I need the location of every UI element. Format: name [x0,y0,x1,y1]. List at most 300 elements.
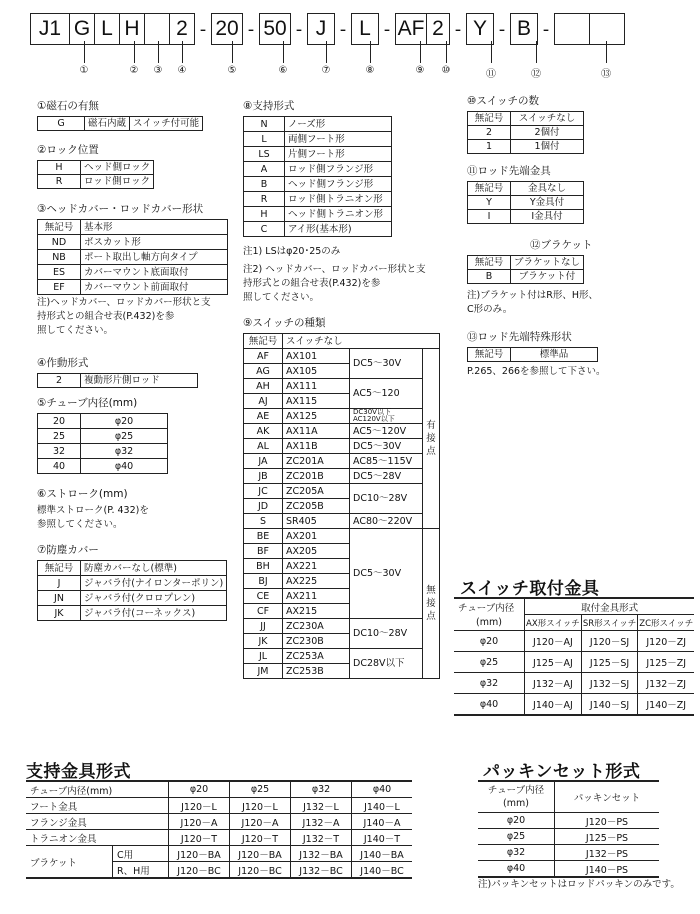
table-cell: ノーズ形 [285,117,392,132]
code-box: J [315,17,327,40]
table-cell: AX221 [283,559,350,574]
table-cell: JN [38,591,81,606]
code-box: L [359,17,371,40]
table-cell: チューブ内径 [458,602,515,614]
table-cell: AX101 [283,349,350,364]
code-box [589,14,624,44]
table-cell: JB [244,469,283,484]
note-line: C形のみ。 [467,304,513,315]
table-cell: J140－PS [555,861,660,878]
table-cell: R、H用 [113,862,169,879]
table-cell: ZC205B [283,499,350,514]
section-title: ①磁石の有無 [37,100,99,112]
table-cell: R [38,175,81,189]
table-cell: φ25 [454,652,525,673]
support-title: 支持金具形式 [26,762,131,782]
table-cell: J132－ZJ [638,673,694,694]
table-cell: ジャバラ付(ナイロンターポリン) [81,576,227,591]
table-cell: 2 [468,126,511,140]
table-cell: BF [244,544,283,559]
table-cell: φ32 [478,845,555,861]
table-cell: DC5～30V [350,349,423,379]
table-cell: トラニオン金具 [26,830,169,846]
table-cell: ロッド側ロック [81,175,154,189]
table-cell: J140－T [352,830,413,846]
switch-mount-table [454,597,694,716]
table-cell: DC28V以下 [350,649,423,679]
section-title: ⑫ブラケット [530,239,593,251]
table-cell: AX125 [283,409,350,424]
table-cell: ボスカット形 [81,235,228,250]
table-cell: CE [244,589,283,604]
table-cell: 無記号 [38,220,81,235]
contact-char: 接 [426,433,436,444]
table-cell: 2 [38,374,81,388]
table-cell: ZC230A [283,619,350,634]
table-cell: AX211 [283,589,350,604]
leader-line [326,41,327,63]
contact-cell [423,349,440,529]
section-title: ⑩スイッチの数 [467,95,539,107]
table-cell: 40 [38,459,81,474]
mount-notes [243,245,426,305]
table-cell: J125－AJ [525,652,582,673]
table-cell [350,409,423,424]
table-cell: パッキンセット [555,781,660,813]
table-cell: ND [38,235,81,250]
table-cell: φ25 [478,829,555,845]
table-cell: R [244,192,285,207]
table-cell: 金具なし [511,182,584,196]
table-cell: 2個付 [511,126,584,140]
table-cell: 両側フート形 [285,132,392,147]
leader-line [84,41,85,63]
table-cell: 標準品 [511,348,598,362]
table-cell: J120－BA [169,846,230,862]
table-cell: フート金具 [26,798,169,814]
table-cell: AK [244,424,283,439]
code-dash: - [295,18,303,40]
leader-line [370,41,371,63]
table-cell: J120－BC [169,862,230,879]
table-cell: H [38,161,81,175]
code-box: 2 [426,14,449,44]
table-cell: JK [38,606,81,621]
table-cell: 無記号 [38,561,81,576]
lock-table [37,160,154,189]
table-cell: φ32 [454,673,525,694]
position-number: ① [79,65,89,76]
table-cell: NB [38,250,81,265]
note-line: 注1) LSはφ20･25のみ [243,246,341,257]
code-box: 2 [169,14,194,44]
packing-title: パッキンセット形式 [483,762,641,782]
table-cell: LS [244,147,285,162]
table-cell: B [244,177,285,192]
position-number: ⑩ [441,65,451,76]
table-cell: C [244,222,285,237]
position-number: ⑥ [278,65,288,76]
table-cell: J132－T [291,830,352,846]
table-cell: ヘッド側フランジ形 [285,177,392,192]
table-cell: J140－A [352,814,413,830]
table-cell: J120－A [169,814,230,830]
position-number: ② [129,65,139,76]
table-cell: H [244,207,285,222]
table-cell: φ25 [230,781,291,798]
section-title: ⑧支持形式 [243,100,295,112]
table-cell: JD [244,499,283,514]
bore-table [37,413,168,474]
code-dash: - [498,18,506,40]
position-number: ⑫ [531,69,541,80]
code-dash: - [199,18,207,40]
contact-cell [423,529,440,679]
code-box [555,14,589,44]
table-cell: J132－AJ [525,673,582,694]
leader-line [134,41,135,63]
table-cell: ZC253B [283,664,350,679]
contact-char: 有 [426,420,436,431]
table-cell: AX111 [283,379,350,394]
table-cell: 複動形片側ロッド [81,374,198,388]
table-cell: J140－SJ [581,694,637,716]
table-cell: AF [244,349,283,364]
header-line: チューブ内径 [487,785,545,796]
code-box: J1 [38,17,62,40]
table-cell: L [244,132,285,147]
table-cell: J132－SJ [581,673,637,694]
table-cell: B [468,270,511,284]
table-cell: J120－ZJ [638,631,694,652]
table-cell: 25 [38,429,81,444]
table-cell: ブラケットなし [511,256,584,270]
packing-table [478,780,659,878]
position-number: ④ [177,65,187,76]
table-cell: カバーマウント前面取付 [81,280,228,295]
table-cell: ロッド側フランジ形 [285,162,392,177]
table-cell: I [468,210,511,224]
position-number: ⑬ [601,69,611,80]
table-cell: 無記号 [468,256,511,270]
table-cell: 磁石内蔵 [85,117,130,131]
table-cell: J132－BA [291,846,352,862]
code-dash: - [339,18,347,40]
packing-note: 注)パッキンセットはロッドパッキンのみです。 [478,879,680,890]
table-cell: φ32 [81,444,168,459]
table-cell: G [38,117,85,131]
cover-note [37,296,211,338]
switch-count-table [467,111,584,154]
table-cell: AE [244,409,283,424]
table-cell: ZC201A [283,454,350,469]
table-cell: J140－L [352,798,413,814]
code-box: 20 [215,17,239,40]
table-cell: ジャバラ付(クロロプレン) [81,591,227,606]
table-cell: φ40 [352,781,413,798]
leader-line [158,41,159,63]
table-cell: 防塵カバーなし(標準) [81,561,227,576]
note-line: 照してください。 [37,325,114,336]
table-cell: 無記号 [468,182,511,196]
table-cell: AC5～120V [350,424,423,439]
table-cell: ポート取出し軸方向タイプ [81,250,228,265]
table-cell: 片側フート形 [285,147,392,162]
contact-char: 点 [426,611,436,622]
note-line: 参照してください。 [37,519,123,530]
table-cell: スイッチなし [511,112,584,126]
table-cell: DC5～30V [350,439,423,454]
leader-line [491,41,492,63]
table-cell: AC85～115V [350,454,423,469]
table-cell: J120－A [230,814,291,830]
table-cell: DC10～28V [350,619,423,649]
table-cell: C用 [113,846,169,862]
table-cell: S [244,514,283,529]
table-cell: ブラケット [26,846,113,879]
table-cell: ヘッド側ロック [81,161,154,175]
table-cell: J120－PS [555,813,660,829]
leader-line [182,41,183,63]
table-cell: SR405 [283,514,350,529]
cover-shape-table [37,219,228,295]
table-cell: AC80～220V [350,514,423,529]
code-box: G [69,14,94,44]
note-line: 注)ヘッドカバー、ロッドカバー形状と支 [37,297,211,308]
leader-line [536,41,537,63]
note-line: 照してください。 [243,292,320,303]
table-cell: EF [38,280,81,295]
table-cell: アイ形(基本形) [285,222,392,237]
table-cell: JJ [244,619,283,634]
stroke-note [37,504,149,532]
table-cell: J132－BC [291,862,352,879]
table-cell: ヘッド側トラニオン形 [285,207,392,222]
table-cell: J120－BC [230,862,291,879]
table-cell: AX105 [283,364,350,379]
position-number: ⑤ [227,65,237,76]
table-cell: J120－BA [230,846,291,862]
section-title: ⑦防塵カバー [37,544,99,556]
table-cell: 無記号 [244,334,283,349]
table-cell: AH [244,379,283,394]
table-cell: DC5～30V [350,529,423,619]
table-cell: 無記号 [468,348,511,362]
table-cell: AJ [244,394,283,409]
action-type-table [37,373,198,388]
table-cell: AX201 [283,529,350,544]
table-cell: J140－AJ [525,694,582,716]
table-cell: 取付金具形式 [525,598,695,615]
section-title: ⑬ロッド先端特殊形状 [467,331,572,343]
table-cell: AL [244,439,283,454]
code-dash: - [454,18,462,40]
table-cell: 1個付 [511,140,584,154]
table-cell: ZC205A [283,484,350,499]
table-cell: J140－ZJ [638,694,694,716]
voltage-line: AC120V以下 [353,415,395,423]
position-number: ⑧ [365,65,375,76]
table-cell: スイッチなし [283,334,440,349]
table-cell: JC [244,484,283,499]
code-box: AF [397,17,425,40]
table-cell: J120－L [230,798,291,814]
table-cell: φ20 [81,414,168,429]
section-title: ⑨スイッチの種類 [243,317,326,329]
table-cell: DC5～28V [350,469,423,484]
table-cell: 32 [38,444,81,459]
table-cell: ロッド側トラニオン形 [285,192,392,207]
table-cell: φ32 [291,781,352,798]
section-title: ③ヘッドカバー・ロッドカバー形状 [37,203,204,215]
contact-char: 無 [426,585,436,596]
table-cell: AX11A [283,424,350,439]
table-cell: BJ [244,574,283,589]
contact-char: 点 [426,446,436,457]
table-cell: φ40 [81,459,168,474]
table-cell: スイッチ付可能 [130,117,203,131]
table-cell: AX215 [283,604,350,619]
table-cell: AX205 [283,544,350,559]
table-cell: チューブ内径(mm) [26,781,169,798]
leader-line [283,41,284,63]
voltage-line: DC30V以下 [353,408,391,416]
table-cell: AG [244,364,283,379]
rod-end-table [467,181,584,224]
table-cell: φ40 [454,694,525,716]
table-cell: Y金具付 [511,196,584,210]
note-line: 注2) ヘッドカバー、ロッドカバー形状と支 [243,264,426,275]
header-line: (mm) [503,798,529,809]
section-title: ⑥ストローク(mm) [37,488,128,500]
table-cell: AC5～120 [350,379,423,409]
table-cell: フランジ金具 [26,814,169,830]
code-box [144,14,169,44]
table-cell: J140－BC [352,862,413,879]
support-table [26,780,412,879]
switch-type-table [243,333,440,679]
table-cell: 20 [38,414,81,429]
table-cell: AX11B [283,439,350,454]
table-cell: J120－SJ [581,631,637,652]
table-cell: カバーマウント底面取付 [81,265,228,280]
table-cell: J [38,576,81,591]
dust-cover-table [37,560,227,621]
table-cell: AX形スイッチ [525,615,582,631]
leader-line [420,41,421,63]
table-cell: J120－L [169,798,230,814]
table-cell: BH [244,559,283,574]
table-cell: Y [468,196,511,210]
bracket-note [467,289,598,317]
table-cell: JM [244,664,283,679]
table-cell [478,781,555,813]
bracket-table [467,255,584,284]
code-dash: - [383,18,391,40]
note-line: 注)ブラケット付はR形、H形、 [467,290,598,301]
table-cell: J132－PS [555,845,660,861]
mount-style-table [243,116,392,237]
code-box: B [516,17,531,40]
table-cell: DC10～28V [350,484,423,514]
table-cell: J120－T [169,830,230,846]
table-cell: J120－T [230,830,291,846]
table-cell: φ20 [454,631,525,652]
contact-char: 接 [426,598,436,609]
table-cell: ジャバラ付(コーネックス) [81,606,227,621]
table-cell: SR形スイッチ [581,615,637,631]
section-title: ④作動形式 [37,357,89,369]
table-cell: JA [244,454,283,469]
table-cell: AX225 [283,574,350,589]
table-cell: 無記号 [468,112,511,126]
model-code-group-1 [30,13,195,45]
table-cell: A [244,162,285,177]
table-cell: φ40 [478,861,555,878]
table-cell: J125－SJ [581,652,637,673]
table-cell: ES [38,265,81,280]
table-cell: CF [244,604,283,619]
table-cell: N [244,117,285,132]
table-cell: φ25 [81,429,168,444]
table-cell: ZC253A [283,649,350,664]
leader-line [446,41,447,63]
switch-mount-title: スイッチ取付金具 [460,579,600,599]
table-cell: I金具付 [511,210,584,224]
table-cell: J132－L [291,798,352,814]
table-cell: AX115 [283,394,350,409]
leader-line [232,41,233,63]
table-cell: φ20 [169,781,230,798]
position-number: ③ [153,65,163,76]
code-box: 50 [263,17,287,40]
table-cell: 1 [468,140,511,154]
note-line: 標準ストローク(P. 432)を [37,505,149,516]
code-dash: - [247,18,255,40]
code-box: L [94,14,119,44]
table-cell: (mm) [454,615,525,631]
section-title: ②ロック位置 [37,144,99,156]
table-cell: ブラケット付 [511,270,584,284]
rod-special-table [467,347,598,362]
note-line: 持形式との組合せ表(P.432)を参 [37,311,175,322]
section-title: ⑤チューブ内径(mm) [37,397,138,409]
position-number: ⑦ [321,65,331,76]
table-cell: J125－PS [555,829,660,845]
table-cell: ZC201B [283,469,350,484]
table-cell: BE [244,529,283,544]
table-cell: JL [244,649,283,664]
magnet-table [37,116,203,131]
section-title: ⑪ロッド先端金具 [467,165,551,177]
table-cell: ZC230B [283,634,350,649]
table-cell: J120－AJ [525,631,582,652]
position-number: ⑪ [486,69,496,80]
table-cell: J125－ZJ [638,652,694,673]
table-cell: J132－A [291,814,352,830]
table-cell: J140－BA [352,846,413,862]
position-number: ⑨ [415,65,425,76]
code-dash: - [542,18,550,40]
leader-line [606,41,607,63]
table-cell: 基本形 [81,220,228,235]
note-line: 持形式との組合せ表(P.432)を参 [243,278,381,289]
table-cell: ZC形スイッチ [638,615,694,631]
rod-special-note: P.265、266を参照して下さい。 [467,366,606,377]
code-box: Y [472,17,487,40]
table-cell: JK [244,634,283,649]
table-cell: φ20 [478,813,555,829]
